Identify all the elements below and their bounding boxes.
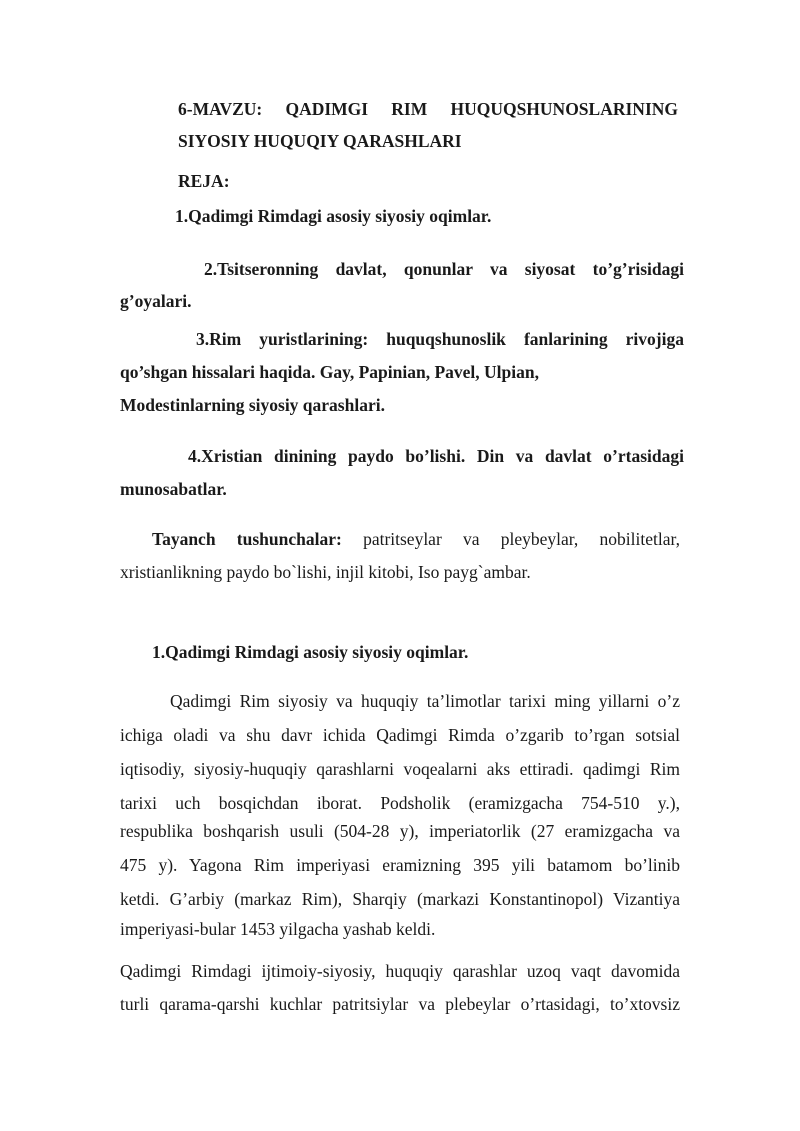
paragraph-2-line-2: turli qarama-qarshi kuchlar patritsiylar va plebeylar o’rtasidagi, to’xtovsiz bbox=[120, 994, 680, 1014]
paragraph-2-line-1: Qadimgi Rimdagi ijtimoiy-siyosiy, huquqiy qarashlar uzoq vaqt davomida bbox=[120, 961, 680, 981]
paragraph-1-line-2: ichiga oladi va shu davr ichida Qadimgi Rimda o’zgarib to’rgan sotsial bbox=[120, 725, 680, 745]
plan-item-3-line-2: qo’shgan hissalari haqida. Gay, Papinian, Pavel, Ulpian, bbox=[120, 362, 539, 382]
paragraph-1-line-5: respublika boshqarish usuli (504-28 y), imperiatorlik (27 eramizgacha va bbox=[120, 821, 680, 841]
paragraph-1-line-1: Qadimgi Rim siyosiy va huquqiy ta’limotlar tarixi ming yillarni o’z bbox=[170, 691, 680, 711]
plan-item-2-line-2: g’oyalari. bbox=[120, 291, 192, 311]
key-terms-line-1 bbox=[152, 528, 680, 550]
key-terms-label: Tayanch tushunchalar: bbox=[152, 529, 342, 549]
paragraph-1-line-7: ketdi. G’arbiy (markaz Rim), Sharqiy (markazi Konstantinopol) Vizantiya bbox=[120, 889, 680, 909]
plan-item-2-line-1: 2.Tsitseronning davlat, qonunlar va siyosat to’g’risidagi bbox=[204, 259, 684, 279]
plan-item-1: 1.Qadimgi Rimdagi asosiy siyosiy oqimlar. bbox=[175, 206, 492, 226]
plan-heading: REJA: bbox=[178, 171, 230, 191]
paragraph-1-line-3: iqtisodiy, siyosiy-huquqiy qarashlarni voqealarni aks ettiradi. qadimgi Rim bbox=[120, 759, 680, 779]
key-terms-line-2: xristianlikning paydo bo`lishi, injil kitobi, Iso payg`ambar. bbox=[120, 562, 531, 582]
title-line-2: SIYOSIY HUQUQIY QARASHLARI bbox=[178, 131, 462, 151]
paragraph-1-line-4: tarixi uch bosqichdan iborat. Podsholik (eramizgacha 754-510 y.), bbox=[120, 793, 680, 813]
key-terms-text: patritseylar va pleybeylar, nobilitetlar, bbox=[363, 529, 680, 549]
plan-item-4-line-1: 4.Xristian dinining paydo bo’lishi. Din va davlat o’rtasidagi bbox=[188, 446, 684, 466]
plan-item-3-line-1: 3.Rim yuristlarining: huquqshunoslik fanlarining rivojiga bbox=[196, 329, 684, 349]
plan-item-3-line-3: Modestinlarning siyosiy qarashlari. bbox=[120, 395, 385, 415]
paragraph-1-line-8: imperiyasi-bular 1453 yilgacha yashab keldi. bbox=[120, 919, 436, 939]
title-line-1: 6-MAVZU: QADIMGI RIM HUQUQSHUNOSLARINING bbox=[178, 99, 678, 119]
plan-item-4-line-2: munosabatlar. bbox=[120, 479, 227, 499]
paragraph-1-line-6: 475 y). Yagona Rim imperiyasi eramizning 395 yili batamom bo’linib bbox=[120, 855, 680, 875]
section-1-heading: 1.Qadimgi Rimdagi asosiy siyosiy oqimlar. bbox=[152, 642, 469, 662]
